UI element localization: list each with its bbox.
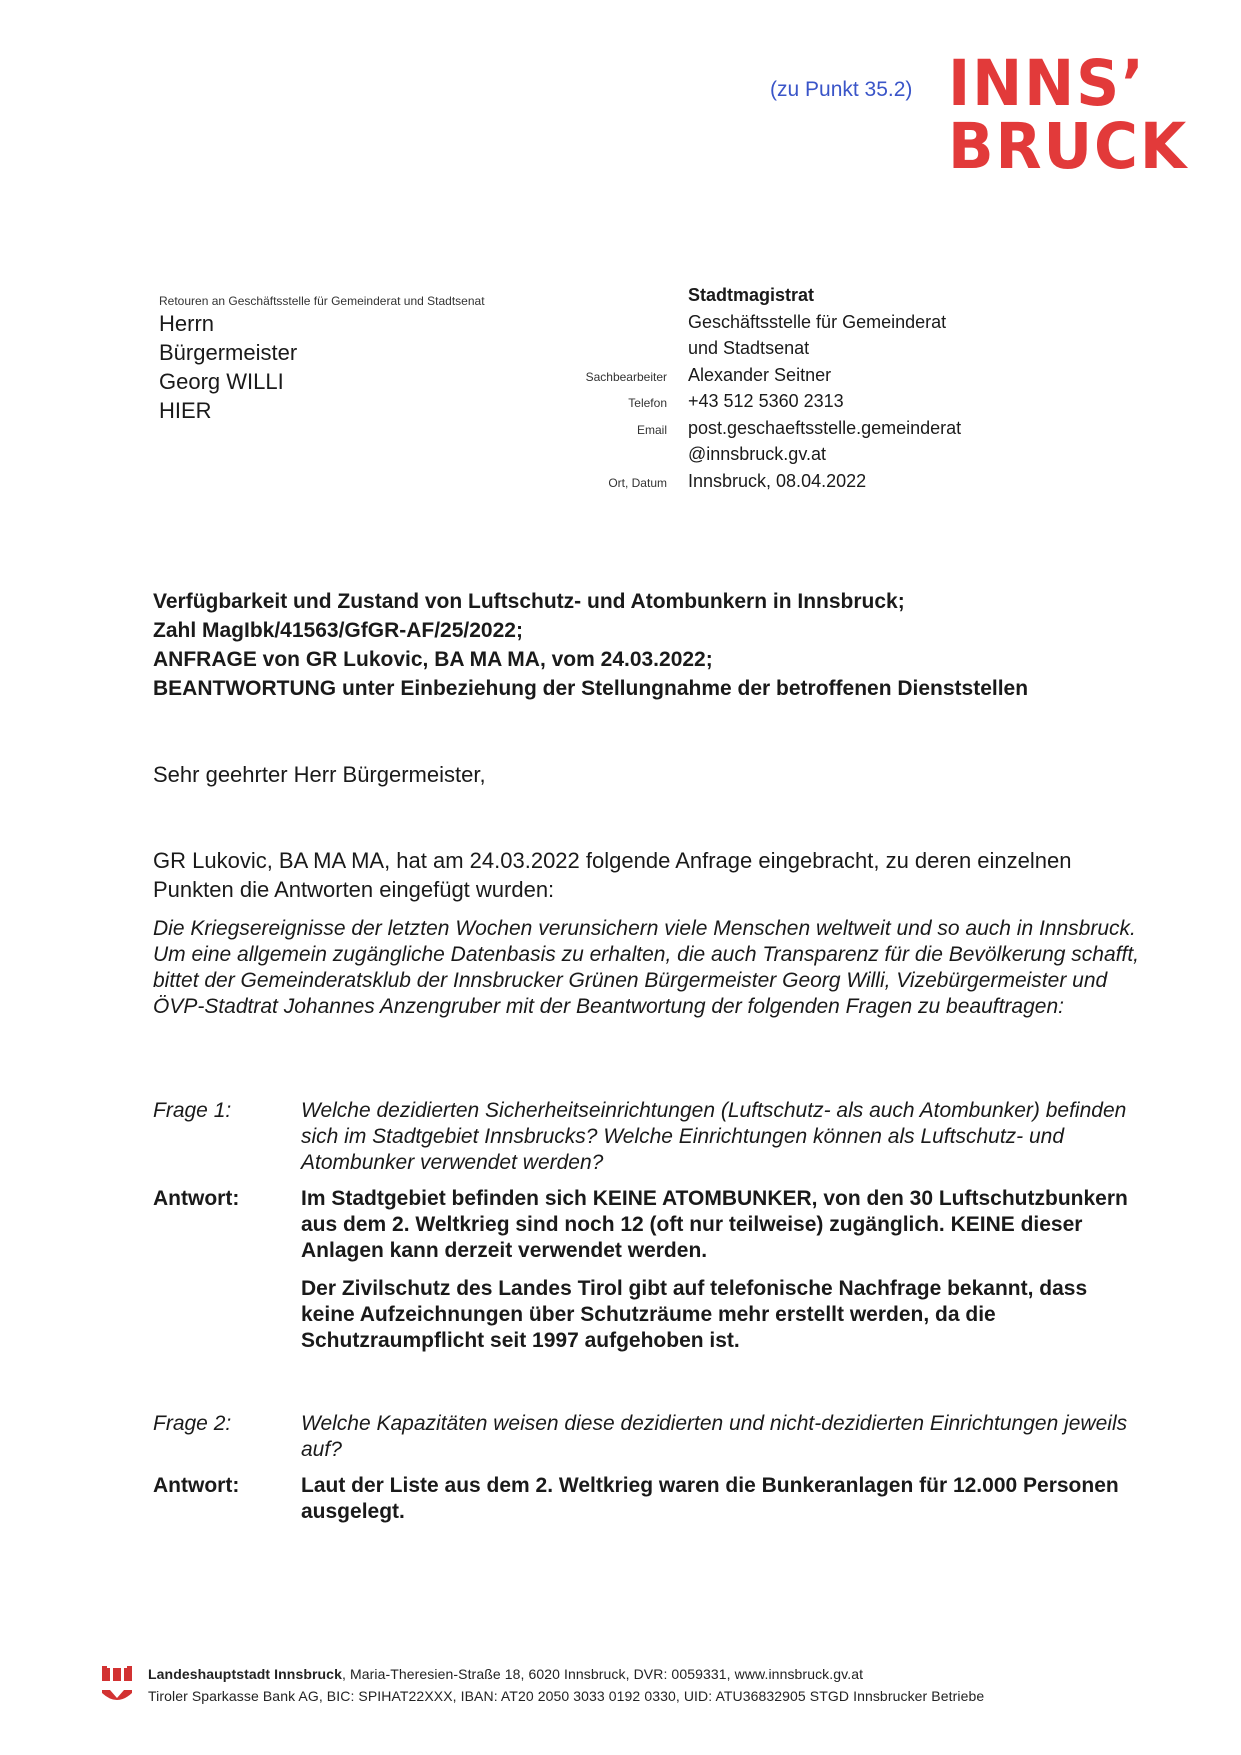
footer-address	[148, 1666, 863, 1682]
email-label: Email	[636, 422, 667, 437]
logo-line-2: BRUCK	[948, 110, 1189, 183]
footer-city-name: Landeshauptstadt Innsbruck	[148, 1666, 342, 1682]
question-text: Welche dezidierten Sicherheitseinrichtungen (Luftschutz- als auch Atombunker) befinden sich im Stadtgebiet Innsbrucks? Welche Einrichtungen können als Luftschutz- und Atombunker verwendet werden?	[301, 1099, 1127, 1174]
inquiry-quote: Die Kriegsereignisse der letzten Wochen verunsichern viele Menschen weltweit und so auch in Innsbruck. Um eine allgemein zugängliche Datenbasis zu erhalten, die auch Transparenz für die Bevölkerung schafft, bittet der Gemeinderatsklub der Innsbrucker Grünen Bürgermeister Georg Willi, Vizebürgermeister und ÖVP-Stadtrat Johannes Anzengruber mit der Beantwortung der folgenden Fragen zu beauftragen:	[153, 917, 1140, 1018]
subject-line: BEANTWORTUNG unter Einbeziehung der Stellungnahme der betroffenen Dienststellen	[153, 677, 1029, 700]
place-date: Innsbruck, 08.04.2022	[688, 470, 867, 491]
addressee-line: Georg WILLI	[159, 369, 284, 394]
salutation: Sehr geehrter Herr Bürgermeister,	[153, 762, 486, 787]
city-crest-bottom-icon	[100, 1687, 134, 1705]
city-crest-top-icon	[100, 1665, 134, 1683]
sender-department: und Stadtsenat	[688, 338, 810, 358]
logo-line-1: INNS’	[948, 47, 1146, 120]
answer-paragraph: Laut der Liste aus dem 2. Weltkrieg waren die Bunkeranlagen für 12.000 Personen ausgelegt.	[301, 1474, 1119, 1523]
addressee-line: Bürgermeister	[159, 340, 298, 365]
addressee-block	[159, 309, 297, 425]
intro-paragraph: GR Lukovic, BA MA MA, hat am 24.03.2022 folgende Anfrage eingebracht, zu deren einzelnen Punkten die Antworten eingefügt wurden:	[153, 848, 1072, 902]
email-address: @innsbruck.gv.at	[688, 444, 826, 464]
qa-block-2	[153, 1411, 1138, 1547]
sender-department: Geschäftsstelle für Gemeinderat	[688, 311, 947, 332]
answer-paragraph: Der Zivilschutz des Landes Tirol gibt auf telefonische Nachfrage bekannt, dass keine Aufzeichnungen über Schutzräume mehr erstellt werden, da die Schutzraumpflicht seit 1997 aufgehoben ist.	[301, 1277, 1088, 1352]
page-footer	[100, 1663, 1150, 1707]
clerk-label: Sachbearbeiter	[585, 369, 667, 384]
question-label: Frage 1:	[153, 1099, 232, 1122]
answer-text	[301, 1473, 1138, 1537]
answer-label: Antwort:	[153, 1187, 240, 1210]
sender-office: Stadtmagistrat	[688, 285, 815, 305]
topic-reference: (zu Punkt 35.2)	[770, 78, 913, 101]
answer-paragraph: Im Stadtgebiet befinden sich KEINE ATOMBUNKER, von den 30 Luftschutzbunkern aus dem 2. Weltkrieg sind noch 12 (oft nur teilweise) zugänglich. KEINE dieser Anlagen kann derzeit verwendet werden.	[301, 1187, 1128, 1262]
subject-line: Verfügbarkeit und Zustand von Luftschutz- und Atombunkern in Innsbruck;	[153, 590, 905, 613]
answer-text	[301, 1186, 1138, 1366]
qa-block-1	[153, 1098, 1138, 1376]
footer-bank-details: Tiroler Sparkasse Bank AG, BIC: SPIHAT22XXX, IBAN: AT20 2050 3033 0192 0330, UID: ATU36832905 STGD Innsbrucker Betriebe	[148, 1688, 985, 1704]
answer-label: Antwort:	[153, 1474, 240, 1497]
subject-line: Zahl MagIbk/41563/GfGR-AF/25/2022;	[153, 619, 523, 642]
question-text: Welche Kapazitäten weisen diese dezidierten und nicht-dezidierten Einrichtungen jeweils auf?	[301, 1412, 1128, 1461]
addressee-line: HIER	[159, 398, 212, 423]
phone-number: +43 512 5360 2313	[688, 391, 844, 411]
footer-address-details: , Maria-Theresien-Straße 18, 6020 Innsbruck, DVR: 0059331, www.innsbruck.gv.at	[341, 1666, 864, 1682]
question-label: Frage 2:	[153, 1412, 232, 1435]
sender-block	[560, 285, 1010, 497]
email-address: post.geschaeftsstelle.gemeinderat	[688, 417, 962, 438]
subject-block	[153, 587, 1153, 703]
return-address-line: Retouren an Geschäftsstelle für Gemeinderat und Stadtsenat	[159, 294, 485, 308]
addressee-line: Herrn	[159, 311, 215, 336]
date-label: Ort, Datum	[608, 475, 667, 490]
innsbruck-logo	[948, 47, 1189, 183]
clerk-name: Alexander Seitner	[688, 364, 832, 385]
subject-line: ANFRAGE von GR Lukovic, BA MA MA, vom 24.03.2022;	[153, 648, 713, 671]
phone-label: Telefon	[628, 396, 667, 410]
